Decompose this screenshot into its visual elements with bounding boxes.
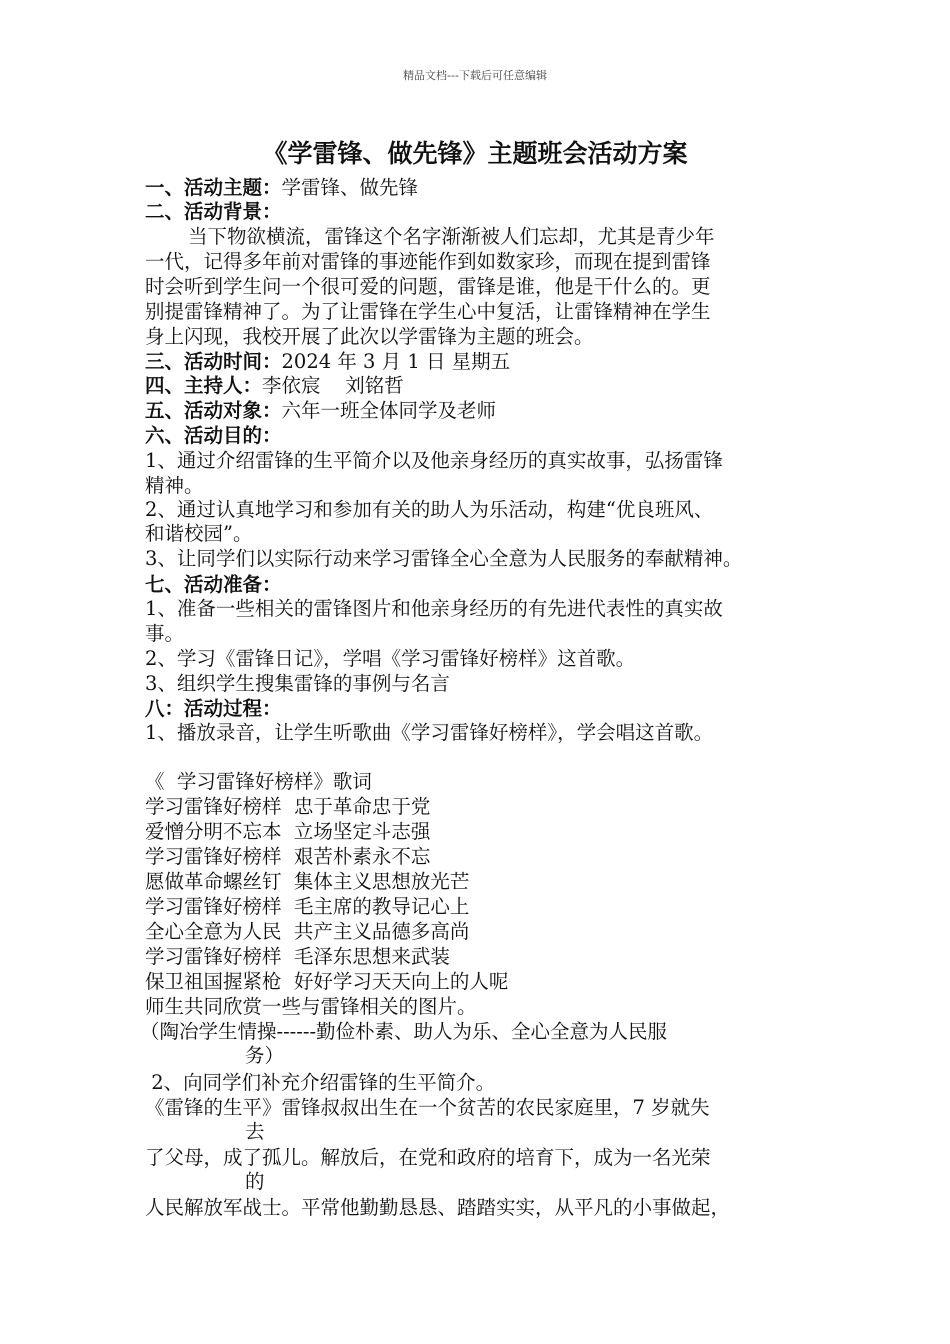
section-target: [145, 399, 496, 423]
document-title: 《学雷锋、做先锋》主题班会活动方案: [262, 139, 688, 168]
paragraph-line: 事。: [145, 622, 185, 645]
paragraph-line: 的: [245, 1170, 265, 1193]
section-host: [145, 374, 404, 398]
paragraph-line: 2、通过认真地学习和参加有关的助人为乐活动，构建“优良班风、: [145, 498, 714, 521]
paragraph-line: 去: [245, 1120, 265, 1143]
section-background-label: 二、活动背景：: [145, 200, 282, 223]
paragraph-line: 当下物欲横流，雷锋这个名字渐渐被人们忘却，尤其是青少年: [188, 225, 715, 248]
section-time: [145, 350, 510, 374]
section-label: 四、主持人：: [145, 374, 263, 397]
paragraph-line: 1、准备一些相关的雷锋图片和他亲身经历的有先进代表性的真实故: [145, 597, 723, 620]
paragraph-line: 《雷锋的生平》雷锋叔叔出生在一个贫苦的农民家庭里，7 岁就失: [145, 1096, 710, 1119]
section-process-label: 八：活动过程：: [145, 697, 282, 720]
paragraph-line: 务）: [245, 1044, 285, 1067]
lyrics-line: 爱憎分明不忘本 立场坚定斗志强: [145, 820, 431, 843]
lyrics-line: 学习雷锋好榜样 毛泽东思想来武装: [145, 945, 450, 968]
paragraph-line: 时会听到学生问一个很可爱的问题，雷锋是谁，他是干什么的。更: [145, 275, 711, 298]
page-header: 精品文档---下载后可任意编辑: [403, 69, 547, 82]
paragraph-line: 3、组织学生搜集雷锋的事例与名言: [145, 672, 450, 695]
paragraph-line: 身上闪现，我校开展了此次以学雷锋为主题的班会。: [145, 325, 594, 348]
paragraph-line: 人民解放军战士。平常他勤勤恳恳、踏踏实实，从平凡的小事做起，: [145, 1196, 731, 1219]
section-prep-label: 七、活动准备：: [145, 573, 282, 596]
paragraph-line: 了父母，成了孤儿。解放后，在党和政府的培育下，成为一名光荣: [145, 1146, 711, 1169]
lyrics-line: 愿做革命螺丝钉 集体主义思想放光芒: [145, 870, 470, 893]
lyrics-title: 《 学习雷锋好榜样》歌词: [145, 770, 372, 793]
section-value: 学雷锋、做先锋: [281, 176, 419, 199]
section-value: 六年一班全体同学及老师: [281, 399, 497, 422]
section-value: 李依宸 刘铭哲: [262, 374, 404, 397]
section-label: 一、活动主题：: [145, 176, 282, 199]
lyrics-line: 全心全意为人民 共产主义品德多高尚: [145, 920, 470, 943]
paragraph-line: 精神。: [145, 474, 204, 497]
lyrics-line: 学习雷锋好榜样 毛主席的教导记心上: [145, 895, 470, 918]
paragraph-line: 和谐校园”。: [145, 522, 253, 545]
paragraph-line: 1、通过介绍雷锋的生平简介以及他亲身经历的真实故事，弘扬雷锋: [145, 449, 723, 472]
section-purpose-label: 六、活动目的：: [145, 424, 282, 447]
lyrics-line: 保卫祖国握紧枪 好好学习天天向上的人呢: [145, 970, 509, 993]
paragraph-line: 2、向同学们补充介绍雷锋的生平简介。: [145, 1071, 496, 1094]
paragraph-line: 3、让同学们以实际行动来学习雷锋全心全意为人民服务的奉献精神。: [145, 547, 743, 570]
section-value: 2024 年 3 月 1 日 星期五: [281, 350, 511, 373]
section-theme: [145, 176, 418, 200]
lyrics-line: 学习雷锋好榜样 忠于革命忠于党: [145, 795, 431, 818]
lyrics-line: 学习雷锋好榜样 艰苦朴素永不忘: [145, 845, 431, 868]
section-label: 五、活动对象：: [145, 399, 282, 422]
section-label: 三、活动时间：: [145, 350, 282, 373]
paragraph-line: 2、学习《雷锋日记》，学唱《学习雷锋好榜样》这首歌。: [145, 647, 636, 670]
paragraph-line: 1、播放录音，让学生听歌曲《学习雷锋好榜样》，学会唱这首歌。: [145, 721, 714, 744]
paragraph-line: 一代，记得多年前对雷锋的事迹能作到如数家珍，而现在提到雷锋: [145, 250, 711, 273]
paragraph-line: （陶冶学生情操------勤俭朴素、助人为乐、全心全意为人民服: [140, 1020, 668, 1043]
paragraph-line: 师生共同欣赏一些与雷锋相关的图片。: [145, 995, 477, 1018]
paragraph-line: 别提雷锋精神了。为了让雷锋在学生心中复活，让雷锋精神在学生: [145, 300, 711, 323]
